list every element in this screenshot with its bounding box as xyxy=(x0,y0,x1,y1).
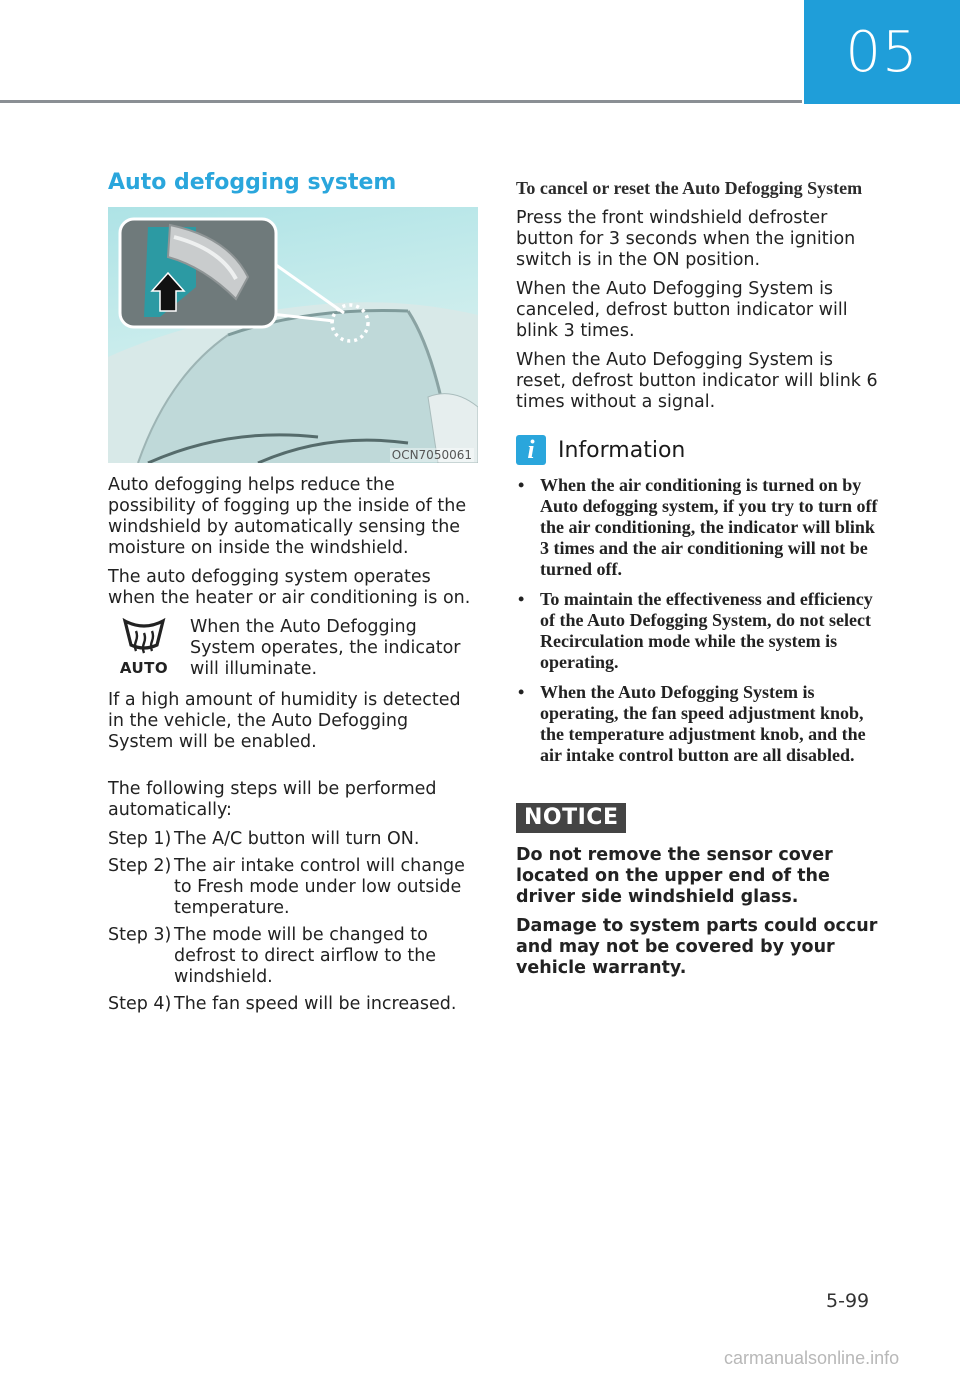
step-label: Step 2) xyxy=(108,856,172,876)
step-text: The A/C button will turn ON. xyxy=(174,829,420,849)
step-item xyxy=(108,856,478,919)
watermark: carmanualsonline.info xyxy=(724,1348,900,1368)
notice-text: Do not remove the sensor cover located on the upper end of the driver side windshield glass. xyxy=(516,845,833,907)
chapter-tab: 05 xyxy=(804,0,960,104)
page-number: 5-99 xyxy=(826,1290,870,1312)
steps-list xyxy=(108,829,478,1015)
auto-label: AUTO xyxy=(119,659,169,677)
left-column xyxy=(108,170,478,1021)
header-rule xyxy=(0,100,802,103)
humidity-paragraph: If a high amount of humidity is detected in the vehicle, the Auto Defogging System will be enabled. xyxy=(108,690,461,752)
windshield-illustration xyxy=(108,207,478,463)
bullet-item: • To maintain the effectiveness and efficiency of the Auto Defogging System, do not select Recirculation mode while the system is operating. xyxy=(518,589,873,672)
bullet-text: To maintain the effectiveness and efficiency of the Auto Defogging System, do not select Recirculation mode while the system is operating. xyxy=(540,589,873,672)
step-item xyxy=(108,994,478,1015)
intro-paragraph: Auto defogging helps reduce the possibility of fogging up the inside of the windshield by automatically sensing the moisture on inside the windshield. xyxy=(108,475,467,558)
bullet-item: • When the Auto Defogging System is operating, the fan speed adjustment knob, the temperature adjustment knob, and the air intake control button are all disabled. xyxy=(518,682,866,765)
reset-paragraph: When the Auto Defogging System is reset, defrost button indicator will blink 6 times without a signal. xyxy=(516,350,878,412)
defog-auto-icon xyxy=(114,617,174,677)
notice-text: Damage to system parts could occur and may not be covered by your vehicle warranty. xyxy=(516,916,878,978)
figure-code: OCN7050061 xyxy=(391,448,472,462)
information-bullets xyxy=(516,475,888,766)
bullet-text: When the Auto Defogging System is operating, the fan speed adjustment knob, the temperature adjustment knob, and the air intake control button are all disabled. xyxy=(540,682,866,765)
cancel-paragraph: Press the front windshield defroster button for 3 seconds when the ignition switch is in the ON position. xyxy=(516,208,856,270)
step-text: The air intake control will change to Fresh mode under low outside temperature. xyxy=(174,856,465,918)
notice-badge: NOTICE xyxy=(516,803,626,833)
information-icon: i xyxy=(516,435,546,465)
operation-paragraph: The auto defogging system operates when the heater or air conditioning is on. xyxy=(108,567,471,608)
step-item xyxy=(108,925,478,988)
step-label: Step 1) xyxy=(108,829,172,849)
bullet-item: • When the air conditioning is turned on by Auto defogging system, if you try to turn off the air conditioning, the indicator will blink 3 times and the air conditioning will not be turned off. xyxy=(518,475,878,579)
step-label: Step 4) xyxy=(108,994,172,1014)
step-text: The mode will be changed to defrost to direct airflow to the windshield. xyxy=(174,925,437,987)
section-title: Auto defogging system xyxy=(108,170,397,195)
step-item xyxy=(108,829,478,850)
right-column xyxy=(516,178,888,987)
bullet-text: When the air conditioning is turned on by Auto defogging system, if you try to turn off the air conditioning, the indicator will blink 3 times and the air conditioning will not be turned off. xyxy=(540,475,878,579)
steps-intro: The following steps will be performed automatically: xyxy=(108,779,437,820)
information-header xyxy=(516,435,888,465)
step-text: The fan speed will be increased. xyxy=(174,994,457,1014)
windshield-figure xyxy=(108,207,478,463)
information-title: Information xyxy=(558,437,686,463)
step-label: Step 3) xyxy=(108,925,172,945)
canceled-paragraph: When the Auto Defogging System is canceled, defrost button indicator will blink 3 times. xyxy=(516,279,848,341)
indicator-row xyxy=(108,617,478,680)
cancel-reset-heading: To cancel or reset the Auto Defogging System xyxy=(516,178,863,198)
indicator-text: When the Auto Defogging System operates, the indicator will illuminate. xyxy=(190,617,461,679)
